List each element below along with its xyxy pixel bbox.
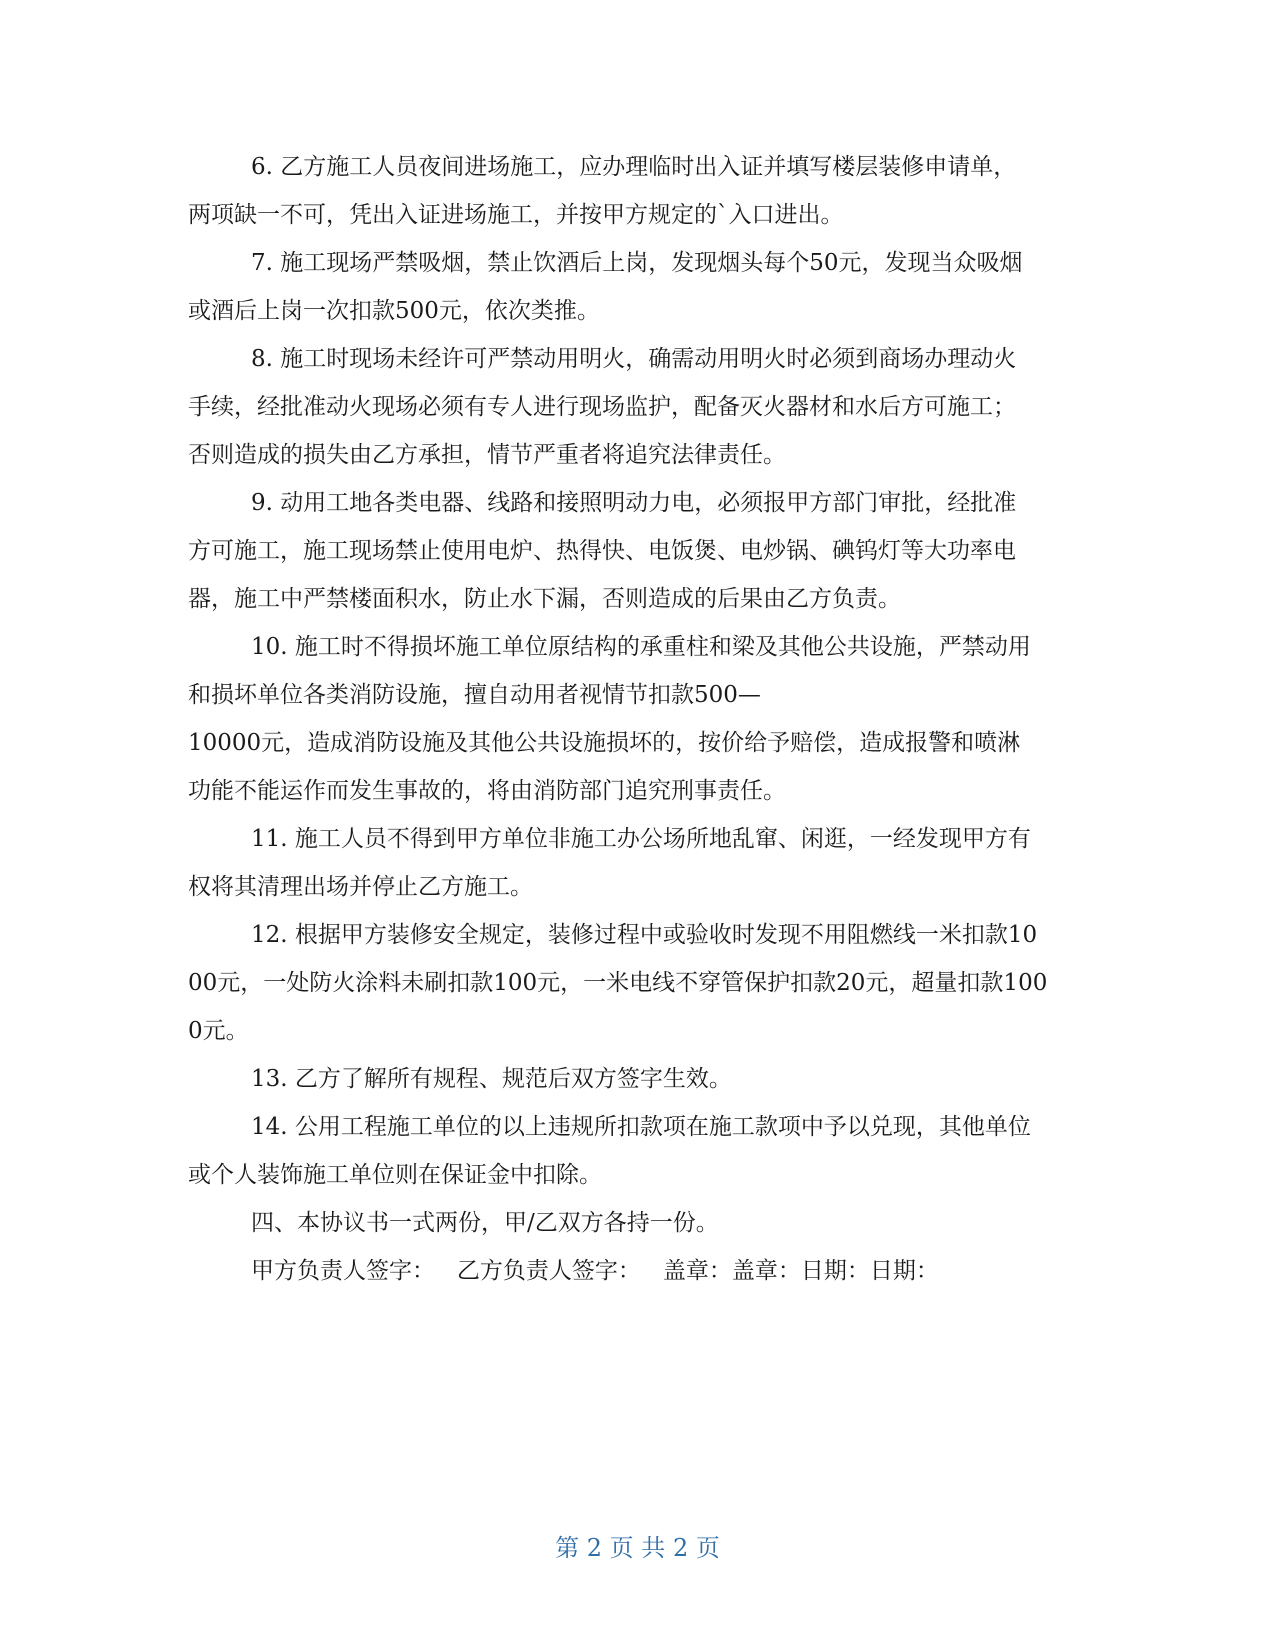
- document-body: [188, 143, 1088, 1295]
- text-line: 7. 施工现场严禁吸烟，禁止饮酒后上岗，发现烟头每个50元，发现当众吸烟: [251, 250, 1023, 276]
- text-line: 或个人装饰施工单位则在保证金中扣除。: [188, 1162, 602, 1188]
- signature-line: 甲方负责人签字： 乙方负责人签字： 盖章：盖章：日期：日期：: [251, 1258, 939, 1284]
- text-line: 9. 动用工地各类电器、线路和接照明动力电，必须报甲方部门审批，经批准: [251, 490, 1017, 516]
- text-line: 功能不能运作而发生事故的，将由消防部门追究刑事责任。: [188, 778, 786, 804]
- text-line: 6. 乙方施工人员夜间进场施工，应办理临时出入证并填写楼层装修申请单，: [251, 154, 1017, 180]
- text-line: 方可施工，施工现场禁止使用电炉、热得快、电饭煲、电炒锅、碘钨灯等大功率电: [188, 538, 1016, 564]
- text-line: 13. 乙方了解所有规程、规范后双方签字生效。: [251, 1066, 732, 1092]
- text-line: 四、本协议书一式两份，甲/乙双方各持一份。: [251, 1210, 719, 1236]
- text-line: 11. 施工人员不得到甲方单位非施工办公场所地乱窜、闲逛，一经发现甲方有: [251, 826, 1031, 852]
- text-line: 或酒后上岗一次扣款500元，依次类推。: [188, 298, 600, 324]
- text-line: 10000元，造成消防设施及其他公共设施损坏的，按价给予赔偿，造成报警和喷淋: [188, 730, 1021, 756]
- text-line: 14. 公用工程施工单位的以上违规所扣款项在施工款项中予以兑现，其他单位: [251, 1114, 1031, 1140]
- text-line: 0元。: [188, 1018, 249, 1044]
- text-line: 10. 施工时不得损坏施工单位原结构的承重柱和梁及其他公共设施，严禁动用: [251, 634, 1031, 660]
- text-line: 12. 根据甲方装修安全规定，装修过程中或验收时发现不用阻燃线一米扣款10: [251, 922, 1038, 948]
- text-line: 否则造成的损失由乙方承担，情节严重者将追究法律责任。: [188, 442, 786, 468]
- text-line: 和损坏单位各类消防设施，擅自动用者视情节扣款500—: [188, 682, 761, 708]
- text-line: 8. 施工时现场未经许可严禁动用明火，确需动用明火时必须到商场办理动火: [251, 346, 1017, 372]
- text-line: 两项缺一不可，凭出入证进场施工，并按甲方规定的`入口进出。: [188, 202, 844, 228]
- text-line: 手续，经批准动火现场必须有专人进行现场监护，配备灭火器材和水后方可施工；: [188, 394, 1016, 420]
- page-footer: 第 2 页 共 2 页: [555, 1534, 720, 1562]
- text-line: 器，施工中严禁楼面积水，防止水下漏，否则造成的后果由乙方负责。: [188, 586, 901, 612]
- text-line: 00元，一处防火涂料未刷扣款100元，一米电线不穿管保护扣款20元，超量扣款100: [188, 970, 1048, 996]
- text-line: 权将其清理出场并停止乙方施工。: [188, 874, 533, 900]
